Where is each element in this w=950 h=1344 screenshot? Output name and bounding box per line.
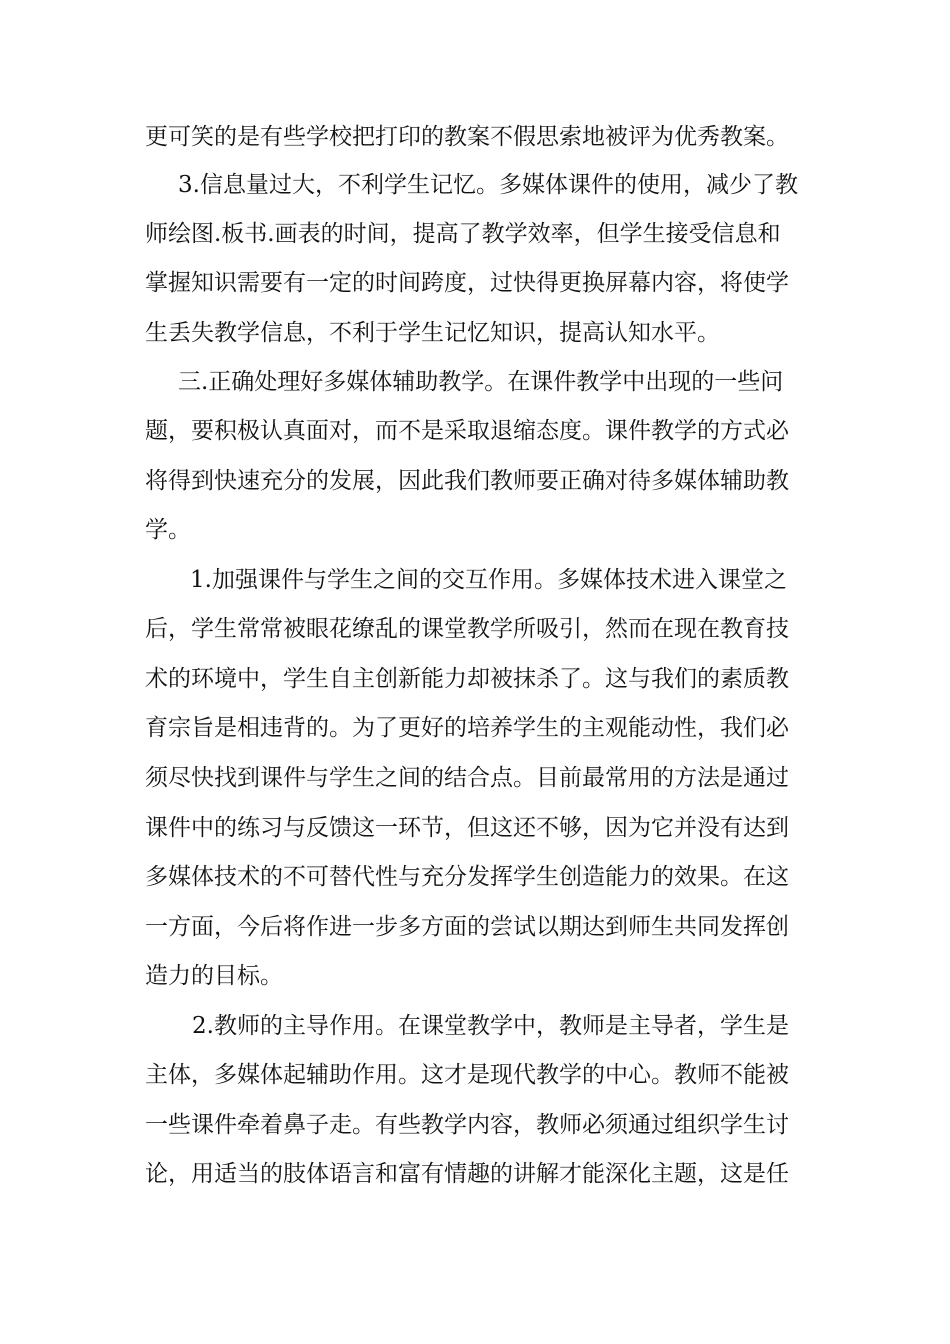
text-line: 更可笑的是有些学校把打印的教案不假思索地被评为优秀教案。 bbox=[145, 124, 789, 150]
text-line: 论，用适当的肢体语言和富有情趣的讲解才能深化主题，这是任 bbox=[145, 1161, 789, 1187]
text-line: 育宗旨是相违背的。为了更好的培养学生的主观能动性，我们必 bbox=[145, 715, 789, 741]
text-line: 掌握知识需要有一定的时间跨度，过快得更换屏幕内容，将使学 bbox=[145, 270, 789, 296]
text-line: 生丢失教学信息，不利于学生记忆知识，提高认知水平。 bbox=[145, 320, 720, 346]
text-line: 三.正确处理好多媒体辅助教学。在课件教学中出现的一些问 bbox=[178, 369, 784, 395]
text-line: 后，学生常常被眼花缭乱的课堂教学所吸引，然而在现在教育技 bbox=[145, 616, 789, 642]
text-line: 多媒体技术的不可替代性与充分发挥学生创造能力的效果。在这 bbox=[145, 864, 789, 890]
text-line: 师绘图.板书.画表的时间，提高了教学效率，但学生接受信息和 bbox=[145, 221, 781, 247]
text-line: 2.教师的主导作用。在课堂教学中，教师是主导者，学生是 bbox=[192, 1013, 789, 1039]
text-line: 术的环境中，学生自主创新能力却被抹杀了。这与我们的素质教 bbox=[145, 666, 789, 692]
text-line: 造力的目标。 bbox=[145, 963, 283, 989]
text-line: 1.加强课件与学生之间的交互作用。多媒体技术进入课堂之 bbox=[190, 567, 787, 593]
text-line: 题，要积极认真面对，而不是采取退缩态度。课件教学的方式必 bbox=[145, 418, 789, 444]
text-line: 将得到快速充分的发展，因此我们教师要正确对待多媒体辅助教 bbox=[145, 468, 789, 494]
text-line: 主体，多媒体起辅助作用。这才是现代教学的中心。教师不能被 bbox=[145, 1062, 789, 1088]
text-line: 学。 bbox=[145, 517, 191, 543]
text-line: 一方面，今后将作进一步多方面的尝试以期达到师生共同发挥创 bbox=[145, 914, 789, 940]
text-line: 3.信息量过大，不利学生记忆。多媒体课件的使用，减少了教 bbox=[178, 172, 798, 198]
text-line: 须尽快找到课件与学生之间的结合点。目前最常用的方法是通过 bbox=[145, 765, 789, 791]
text-line: 课件中的练习与反馈这一环节，但这还不够，因为它并没有达到 bbox=[145, 815, 789, 841]
text-line: 一些课件牵着鼻子走。有些教学内容，教师必须通过组织学生讨 bbox=[145, 1112, 789, 1138]
